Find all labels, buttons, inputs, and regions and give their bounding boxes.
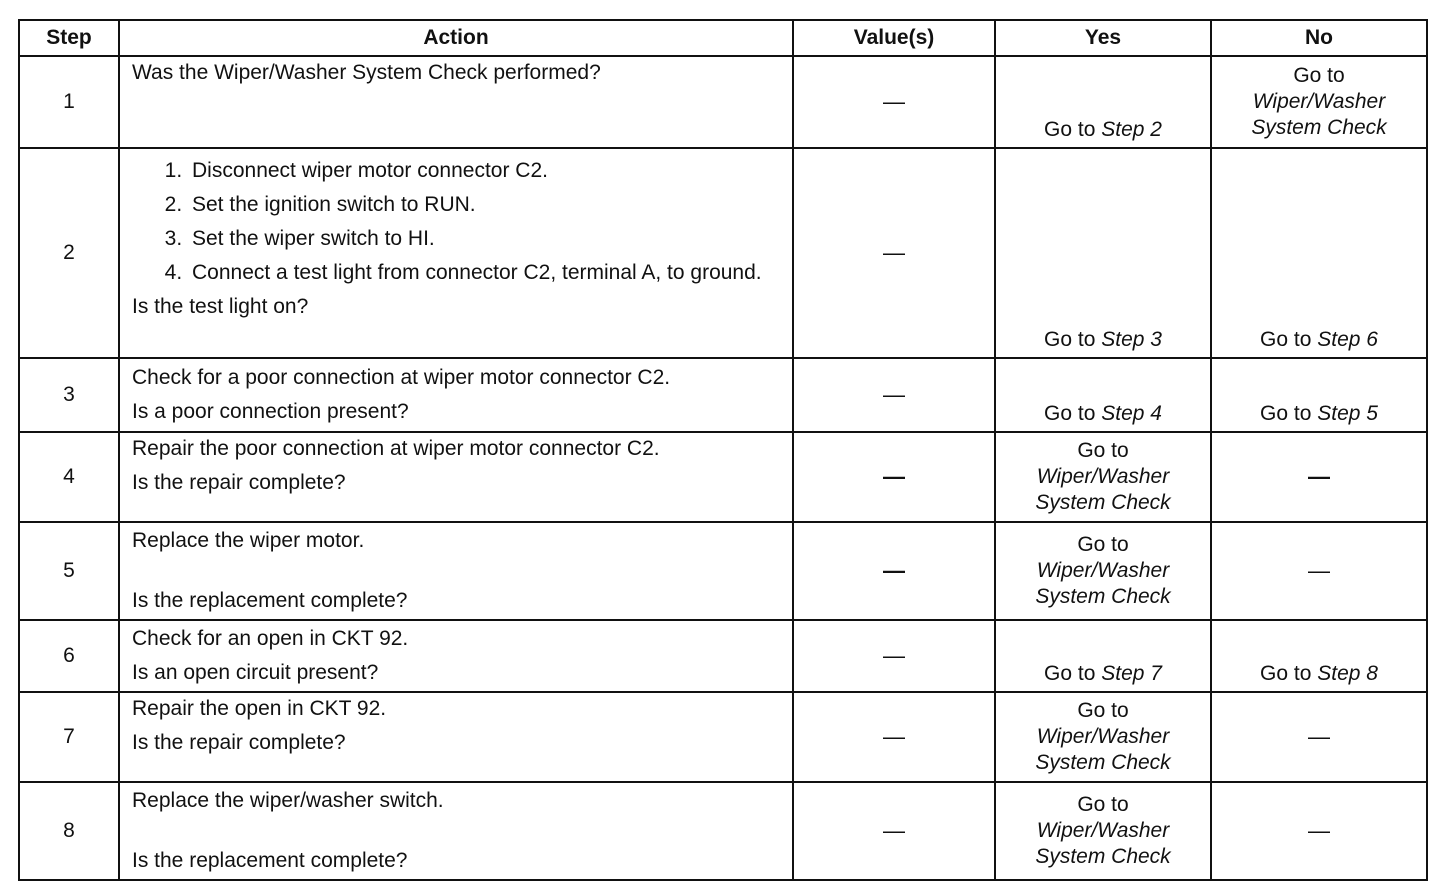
yes-go-to: Go to bbox=[1044, 118, 1102, 141]
procedure-step: 3. Set the wiper switch to HI. bbox=[188, 226, 780, 252]
yes-ref-line2: System Check bbox=[1035, 491, 1171, 514]
no-ref-line1: Wiper/Washer bbox=[1252, 90, 1386, 113]
yes-cell bbox=[995, 358, 1211, 432]
action-cell bbox=[119, 358, 793, 432]
action-cell bbox=[119, 522, 793, 620]
action-cell bbox=[119, 782, 793, 880]
no-cell bbox=[1211, 620, 1427, 692]
yes-ref-line1: Wiper/Washer bbox=[1036, 725, 1170, 748]
action-cell bbox=[119, 692, 793, 782]
no-step-ref: Step 6 bbox=[1317, 328, 1378, 351]
table-row bbox=[19, 432, 1427, 522]
action-cell bbox=[119, 148, 793, 358]
value-cell: — bbox=[793, 56, 995, 148]
action-text: Was the Wiper/Washer System Check performed? bbox=[132, 61, 601, 84]
value-cell: — bbox=[793, 148, 995, 358]
yes-cell bbox=[995, 56, 1211, 148]
step-number: 4 bbox=[19, 432, 119, 522]
step-number: 3 bbox=[19, 358, 119, 432]
step-number: 8 bbox=[19, 782, 119, 880]
action-text: Repair the poor connection at wiper motor connector C2. bbox=[132, 437, 660, 460]
yes-cell bbox=[995, 620, 1211, 692]
no-cell: — bbox=[1211, 522, 1427, 620]
table-row bbox=[19, 620, 1427, 692]
yes-step-ref: Step 7 bbox=[1101, 662, 1162, 685]
action-text: Repair the open in CKT 92. bbox=[132, 697, 387, 720]
yes-cell bbox=[995, 148, 1211, 358]
action-text: Replace the wiper motor. bbox=[132, 529, 365, 552]
yes-ref-line1: Wiper/Washer bbox=[1036, 559, 1170, 582]
header-step: Step bbox=[19, 20, 119, 56]
no-cell bbox=[1211, 358, 1427, 432]
action-text: Check for an open in CKT 92. bbox=[132, 627, 409, 650]
action-question: Is the replacement complete? bbox=[132, 849, 408, 872]
table-row bbox=[19, 782, 1427, 880]
yes-go-to: Go to bbox=[1077, 793, 1129, 816]
value-cell: — bbox=[793, 432, 995, 522]
table-row bbox=[19, 358, 1427, 432]
yes-go-to: Go to bbox=[1077, 439, 1129, 462]
yes-step-ref: Step 3 bbox=[1101, 328, 1162, 351]
no-step-ref: Step 8 bbox=[1317, 662, 1378, 685]
diagnostic-table bbox=[18, 19, 1428, 881]
yes-ref-line2: System Check bbox=[1035, 845, 1171, 868]
action-cell bbox=[119, 56, 793, 148]
yes-cell bbox=[995, 692, 1211, 782]
yes-ref-line1: Wiper/Washer bbox=[1036, 465, 1170, 488]
procedure-step: 2. Set the ignition switch to RUN. bbox=[188, 192, 780, 218]
header-row bbox=[19, 20, 1427, 56]
procedure-list bbox=[132, 158, 780, 286]
action-question: Is the replacement complete? bbox=[132, 589, 408, 612]
no-go-to: Go to bbox=[1260, 662, 1318, 685]
value-cell: — bbox=[793, 620, 995, 692]
yes-cell bbox=[995, 432, 1211, 522]
action-question: Is the test light on? bbox=[132, 295, 309, 318]
no-ref-line2: System Check bbox=[1251, 116, 1387, 139]
yes-go-to: Go to bbox=[1044, 402, 1102, 425]
table-row bbox=[19, 522, 1427, 620]
procedure-step: 1. Disconnect wiper motor connector C2. bbox=[188, 158, 780, 184]
table-row bbox=[19, 148, 1427, 358]
no-cell: — bbox=[1211, 432, 1427, 522]
procedure-step: 4. Connect a test light from connector C2, terminal A, to ground. bbox=[188, 260, 780, 286]
yes-cell bbox=[995, 522, 1211, 620]
value-cell: — bbox=[793, 782, 995, 880]
no-step-ref: Step 5 bbox=[1317, 402, 1378, 425]
yes-ref-line1: Wiper/Washer bbox=[1036, 819, 1170, 842]
action-question: Is an open circuit present? bbox=[132, 661, 379, 684]
action-question: Is the repair complete? bbox=[132, 731, 346, 754]
header-no: No bbox=[1211, 20, 1427, 56]
step-number: 6 bbox=[19, 620, 119, 692]
step-number: 2 bbox=[19, 148, 119, 358]
no-go-to: Go to bbox=[1293, 64, 1345, 87]
step-number: 1 bbox=[19, 56, 119, 148]
action-cell bbox=[119, 620, 793, 692]
action-question: Is the repair complete? bbox=[132, 471, 346, 494]
action-question: Is a poor connection present? bbox=[132, 400, 409, 423]
yes-step-ref: Step 2 bbox=[1101, 118, 1162, 141]
value-cell: — bbox=[793, 522, 995, 620]
step-number: 7 bbox=[19, 692, 119, 782]
no-cell: — bbox=[1211, 692, 1427, 782]
yes-go-to: Go to bbox=[1077, 699, 1129, 722]
header-yes: Yes bbox=[995, 20, 1211, 56]
no-go-to: Go to bbox=[1260, 328, 1318, 351]
no-cell bbox=[1211, 56, 1427, 148]
action-cell bbox=[119, 432, 793, 522]
yes-cell bbox=[995, 782, 1211, 880]
action-text: Replace the wiper/washer switch. bbox=[132, 789, 444, 812]
yes-go-to: Go to bbox=[1044, 328, 1102, 351]
yes-go-to: Go to bbox=[1077, 533, 1129, 556]
value-cell: — bbox=[793, 358, 995, 432]
action-text: Check for a poor connection at wiper motor connector C2. bbox=[132, 366, 671, 389]
no-go-to: Go to bbox=[1260, 402, 1318, 425]
table-row bbox=[19, 692, 1427, 782]
value-cell: — bbox=[793, 692, 995, 782]
yes-ref-line2: System Check bbox=[1035, 751, 1171, 774]
yes-step-ref: Step 4 bbox=[1101, 402, 1162, 425]
no-cell bbox=[1211, 148, 1427, 358]
step-number: 5 bbox=[19, 522, 119, 620]
yes-ref-line2: System Check bbox=[1035, 585, 1171, 608]
yes-go-to: Go to bbox=[1044, 662, 1102, 685]
no-cell: — bbox=[1211, 782, 1427, 880]
header-values: Value(s) bbox=[793, 20, 995, 56]
table-row bbox=[19, 56, 1427, 148]
header-action: Action bbox=[119, 20, 793, 56]
